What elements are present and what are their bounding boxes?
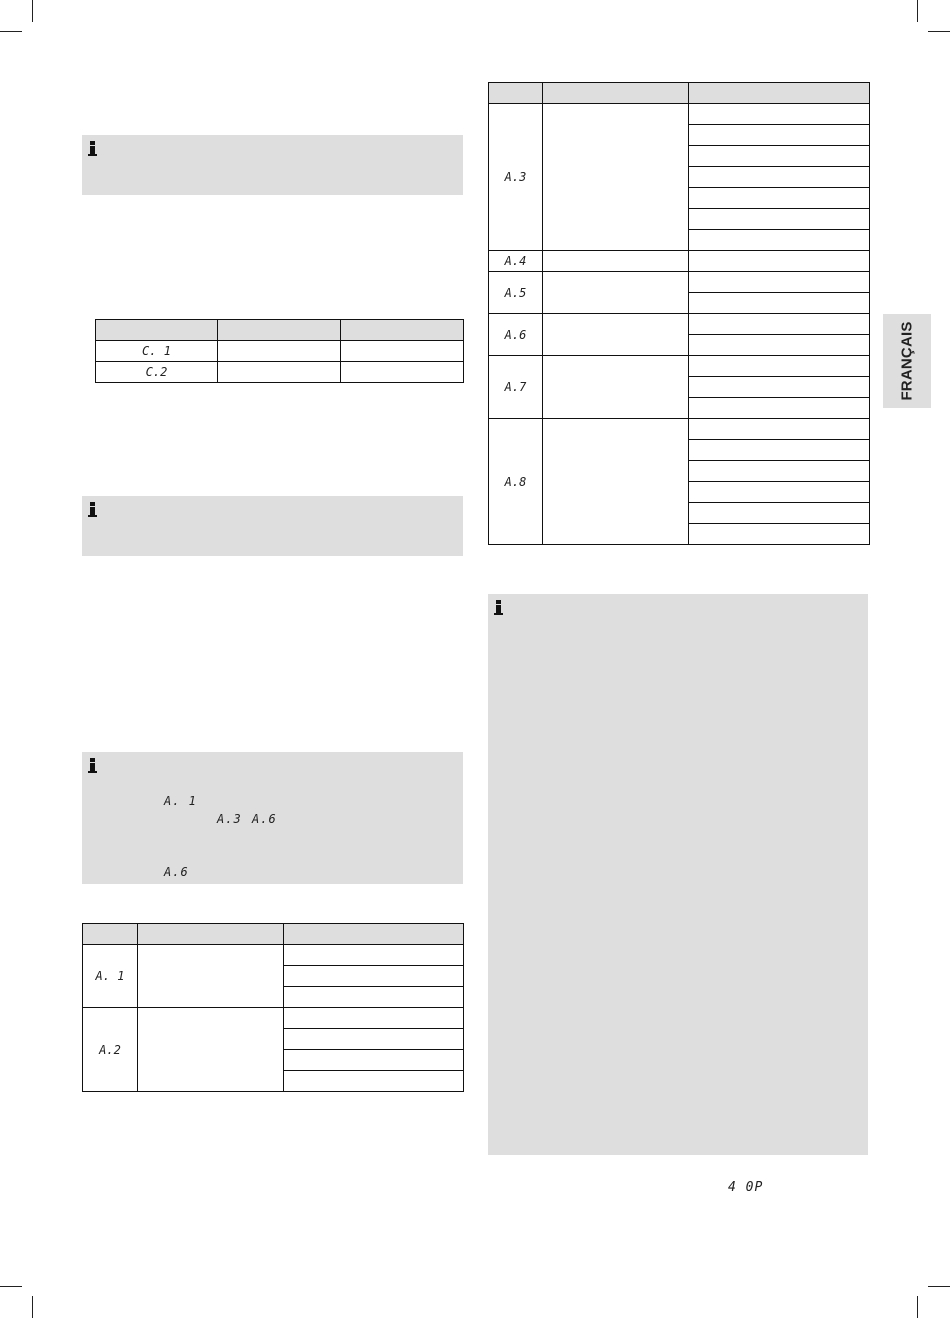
display-code: A. 1 xyxy=(164,794,197,808)
table-cell xyxy=(689,251,870,272)
code-cell: A. 1 xyxy=(83,945,138,1008)
info-note xyxy=(82,496,463,556)
display-code: A.6 xyxy=(252,812,277,826)
code-cell: A.5 xyxy=(489,272,543,314)
table-cell xyxy=(218,341,341,362)
table-cell xyxy=(543,419,689,545)
header-cell xyxy=(689,83,870,104)
table-cell xyxy=(284,966,464,987)
a-table-left xyxy=(82,923,464,1092)
table-cell xyxy=(689,272,870,293)
header-cell xyxy=(284,924,464,945)
table-cell xyxy=(543,104,689,251)
table-cell xyxy=(689,335,870,356)
table-cell xyxy=(689,377,870,398)
table-cell xyxy=(689,125,870,146)
display-code: A.6 xyxy=(164,865,189,879)
code-cell: C.2 xyxy=(96,362,218,383)
crop-mark xyxy=(0,1286,22,1287)
table-cell xyxy=(689,314,870,335)
table-cell xyxy=(218,362,341,383)
code-cell: A.7 xyxy=(489,356,543,419)
header-cell xyxy=(543,83,689,104)
info-icon xyxy=(494,600,502,616)
table-cell xyxy=(543,314,689,356)
table-cell xyxy=(284,1050,464,1071)
info-note xyxy=(82,752,463,884)
table-cell xyxy=(138,945,284,1008)
table-cell xyxy=(284,1071,464,1092)
table-cell xyxy=(689,104,870,125)
crop-mark xyxy=(32,0,33,22)
table-cell xyxy=(689,209,870,230)
crop-mark xyxy=(928,1286,950,1287)
code-cell: A.3 xyxy=(489,104,543,251)
c-table xyxy=(95,319,464,383)
header-cell xyxy=(83,924,138,945)
table-cell xyxy=(138,1008,284,1092)
display-code: 4 0P xyxy=(728,1180,764,1195)
table-cell xyxy=(689,482,870,503)
code-cell: A.6 xyxy=(489,314,543,356)
header-cell xyxy=(96,320,218,341)
language-tab-label: FRANÇAIS xyxy=(898,321,916,401)
code-cell: A.8 xyxy=(489,419,543,545)
table-cell xyxy=(689,293,870,314)
crop-mark xyxy=(928,31,950,32)
table-cell xyxy=(689,230,870,251)
crop-mark xyxy=(917,1296,918,1318)
info-note xyxy=(488,594,868,1155)
table-cell xyxy=(341,341,464,362)
table-cell xyxy=(689,167,870,188)
code-cell: C. 1 xyxy=(96,341,218,362)
table-cell xyxy=(341,362,464,383)
code-cell: A.2 xyxy=(83,1008,138,1092)
table-cell xyxy=(689,419,870,440)
crop-mark xyxy=(917,0,918,22)
table-cell xyxy=(689,503,870,524)
table-cell xyxy=(689,146,870,167)
table-cell xyxy=(689,440,870,461)
crop-mark xyxy=(0,31,22,32)
crop-mark xyxy=(32,1296,33,1318)
table-cell xyxy=(284,1008,464,1029)
table-cell xyxy=(689,398,870,419)
info-icon xyxy=(88,758,96,774)
info-icon xyxy=(88,141,96,157)
code-cell: A.4 xyxy=(489,251,543,272)
display-code: A.3 xyxy=(217,812,242,826)
table-cell xyxy=(689,524,870,545)
header-cell xyxy=(489,83,543,104)
header-cell xyxy=(341,320,464,341)
info-note xyxy=(82,135,463,195)
table-cell xyxy=(543,272,689,314)
header-cell xyxy=(138,924,284,945)
info-icon xyxy=(88,502,96,518)
table-cell xyxy=(284,1029,464,1050)
table-cell xyxy=(689,461,870,482)
a-table-right xyxy=(488,82,870,545)
table-cell xyxy=(689,188,870,209)
table-cell xyxy=(284,987,464,1008)
table-cell xyxy=(689,356,870,377)
language-tab xyxy=(883,314,931,408)
header-cell xyxy=(218,320,341,341)
table-cell xyxy=(543,251,689,272)
table-cell xyxy=(284,945,464,966)
table-cell xyxy=(543,356,689,419)
